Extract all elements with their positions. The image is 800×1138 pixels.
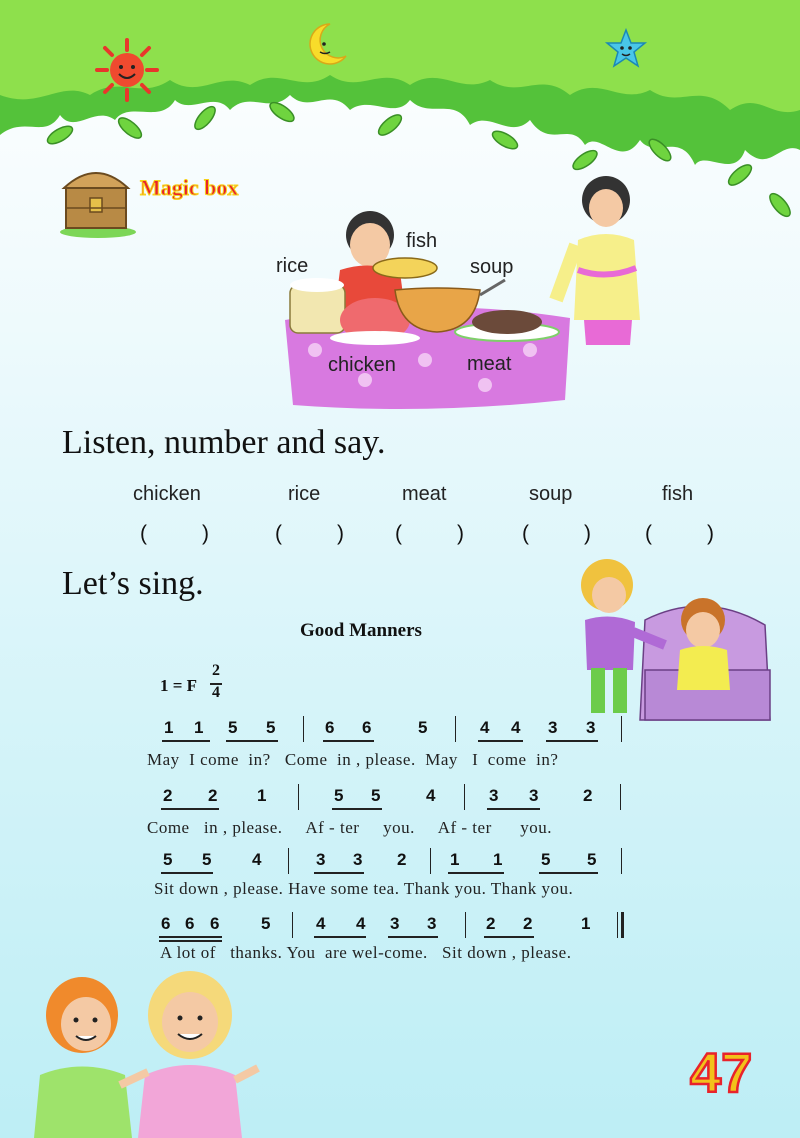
note: 2	[163, 786, 173, 805]
note: 6	[325, 718, 335, 737]
close-paren: )	[337, 522, 344, 545]
note: 3	[586, 718, 596, 737]
note: 3	[489, 786, 499, 805]
close-paren: )	[457, 522, 464, 545]
note: 1	[194, 718, 204, 737]
open-paren: (	[395, 522, 402, 545]
magic-box-label	[138, 170, 260, 209]
note: 5	[228, 718, 238, 737]
lyric-line: May I come in? Come in , please. May I come in?	[147, 750, 559, 769]
note: 2	[397, 850, 407, 869]
note: 3	[390, 914, 400, 933]
note: 6	[161, 914, 171, 933]
note: 6	[362, 718, 372, 737]
open-paren: (	[645, 522, 652, 545]
mother-illustration	[548, 170, 658, 370]
listen-heading: Listen, number and say.	[62, 424, 386, 461]
note: 5	[418, 718, 428, 737]
note: 4	[356, 914, 366, 933]
note: 3	[529, 786, 539, 805]
answer-blank-rice[interactable]	[275, 522, 347, 548]
note: 5	[202, 850, 212, 869]
note: 3	[353, 850, 363, 869]
notation-row-1	[0, 718, 800, 768]
note: 2	[208, 786, 218, 805]
lyric-line: Sit down , please. Have some tea. Thank you. Thank you.	[154, 879, 574, 898]
note: 5	[266, 718, 276, 737]
note: 2	[523, 914, 533, 933]
treasure-chest-icon	[56, 150, 138, 240]
label-soup: soup	[470, 256, 514, 278]
note: 4	[480, 718, 490, 737]
answer-blank-chicken[interactable]	[140, 522, 212, 548]
open-paren: (	[140, 522, 147, 545]
word-rice: rice	[288, 483, 321, 505]
label-chicken: chicken	[328, 354, 396, 376]
note: 6	[185, 914, 195, 933]
time-signature-bottom: 4	[212, 684, 220, 701]
word-fish: fish	[662, 483, 694, 505]
star-icon	[604, 28, 648, 70]
open-paren: (	[275, 522, 282, 545]
note: 5	[334, 786, 344, 805]
notation-row-4	[0, 914, 800, 964]
lyric-line: Come in , please. Af - ter you. Af - ter you.	[147, 818, 552, 837]
note: 2	[486, 914, 496, 933]
notation-row-3	[0, 850, 800, 900]
page-number	[686, 1040, 766, 1105]
magic-box-text: Magic box	[140, 175, 239, 200]
open-paren: (	[522, 522, 529, 545]
note: 1	[450, 850, 460, 869]
note: 5	[163, 850, 173, 869]
answer-blank-fish[interactable]	[645, 522, 717, 548]
note: 1	[581, 914, 591, 933]
note: 1	[493, 850, 503, 869]
close-paren: )	[707, 522, 714, 545]
note: 4	[511, 718, 521, 737]
song-title: Good Manners	[300, 620, 422, 641]
label-meat: meat	[467, 353, 512, 375]
answer-blank-soup[interactable]	[522, 522, 594, 548]
note: 3	[316, 850, 326, 869]
note: 1	[164, 718, 174, 737]
moon-icon	[308, 22, 348, 66]
close-paren: )	[584, 522, 591, 545]
note: 5	[587, 850, 597, 869]
time-signature-top: 2	[212, 662, 220, 679]
word-meat: meat	[402, 483, 447, 505]
note: 1	[257, 786, 267, 805]
note: 3	[427, 914, 437, 933]
sing-heading: Let’s sing.	[62, 565, 204, 602]
note: 5	[541, 850, 551, 869]
note: 4	[426, 786, 436, 805]
label-fish: fish	[406, 230, 438, 252]
lyric-line: A lot of thanks. You are wel-come. Sit down , please.	[160, 943, 572, 962]
page-number-text: 47	[690, 1041, 753, 1100]
word-chicken: chicken	[133, 483, 201, 505]
note: 3	[548, 718, 558, 737]
note: 5	[371, 786, 381, 805]
close-paren: )	[202, 522, 209, 545]
label-rice: rice	[276, 255, 309, 277]
word-soup: soup	[529, 483, 573, 505]
notation-row-2	[0, 786, 800, 836]
key-label: 1 = F	[160, 676, 198, 695]
answer-blank-meat[interactable]	[395, 522, 467, 548]
two-girls-illustration	[20, 960, 270, 1138]
sun-icon	[95, 38, 159, 102]
girl-and-boy-illustration	[565, 550, 780, 725]
note: 2	[583, 786, 593, 805]
note: 5	[261, 914, 271, 933]
note: 6	[210, 914, 220, 933]
note: 4	[252, 850, 262, 869]
note: 4	[316, 914, 326, 933]
